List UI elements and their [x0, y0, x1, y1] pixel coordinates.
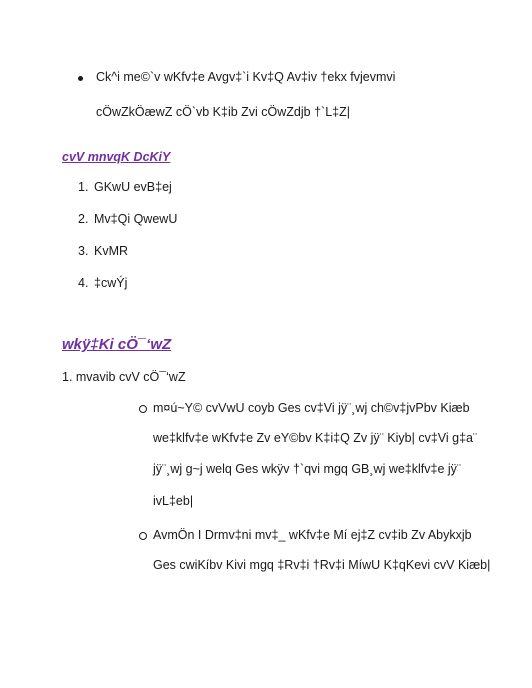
- sub1-line3: jÿ¨¸wj g~j welq Ges wkÿv †`qvi mgq GB¸wj we‡klfv‡e jÿ¨: [153, 462, 462, 476]
- list-item: GKwU evB‡ej: [94, 180, 172, 194]
- list-item: Mv‡Qi QwewU: [94, 212, 178, 226]
- sub1-line4: ivL‡eb|: [153, 494, 194, 508]
- sub1-line2: we‡klfv‡e wKfv‡e Zv eY©bv K‡i‡Q Zv jÿ¨ Kiyb| cv‡Vi g‡a¨: [153, 431, 478, 445]
- list-item: KvMR: [94, 244, 129, 258]
- list-item: ‡cwÝj: [94, 276, 128, 290]
- intro-bullet-line2: cÖwZkÖæwZ cÖ`vb K‡ib Zvi cÖwZdjb †`L‡Z|: [96, 105, 350, 119]
- section2-heading: wkÿ‡Ki cÖ¯‘wZ: [62, 336, 172, 353]
- sub2-line2: Ges cwiKíbv Kivi mgq ‡Rv‡i †Rv‡i MíwU K‡qKevi cvV Kiæb|: [153, 558, 491, 572]
- sub1-line1: m¤ú~Y© cvVwU coyb Ges cv‡Vi jÿ¨¸wj ch©v‡jvPbv Kiæb: [153, 401, 470, 415]
- list-item-number: 3.: [78, 244, 89, 258]
- circle-bullet: [139, 405, 147, 413]
- circle-bullet: [139, 532, 147, 540]
- list-item-number: 4.: [78, 276, 89, 290]
- list-item-number: 1.: [78, 180, 89, 194]
- intro-bullet-line1: Ck^i me©`v wKfv‡e Avgv‡`i Kv‡Q Av‡iv †ekx fvjevmvi: [96, 70, 396, 84]
- list-item-number: 2.: [78, 212, 89, 226]
- sub2-line1: AvmÖn I Drmv‡ni mv‡_ wKfv‡e Mí ej‡Z cv‡ib Zv Abykxjb: [153, 528, 472, 542]
- section1-heading: cvV mnvqK DcKiY: [62, 150, 171, 164]
- section2-numbered-label: 1. mvavib cvV cÖ¯‘wZ: [62, 370, 186, 384]
- bullet-dot: [78, 76, 83, 81]
